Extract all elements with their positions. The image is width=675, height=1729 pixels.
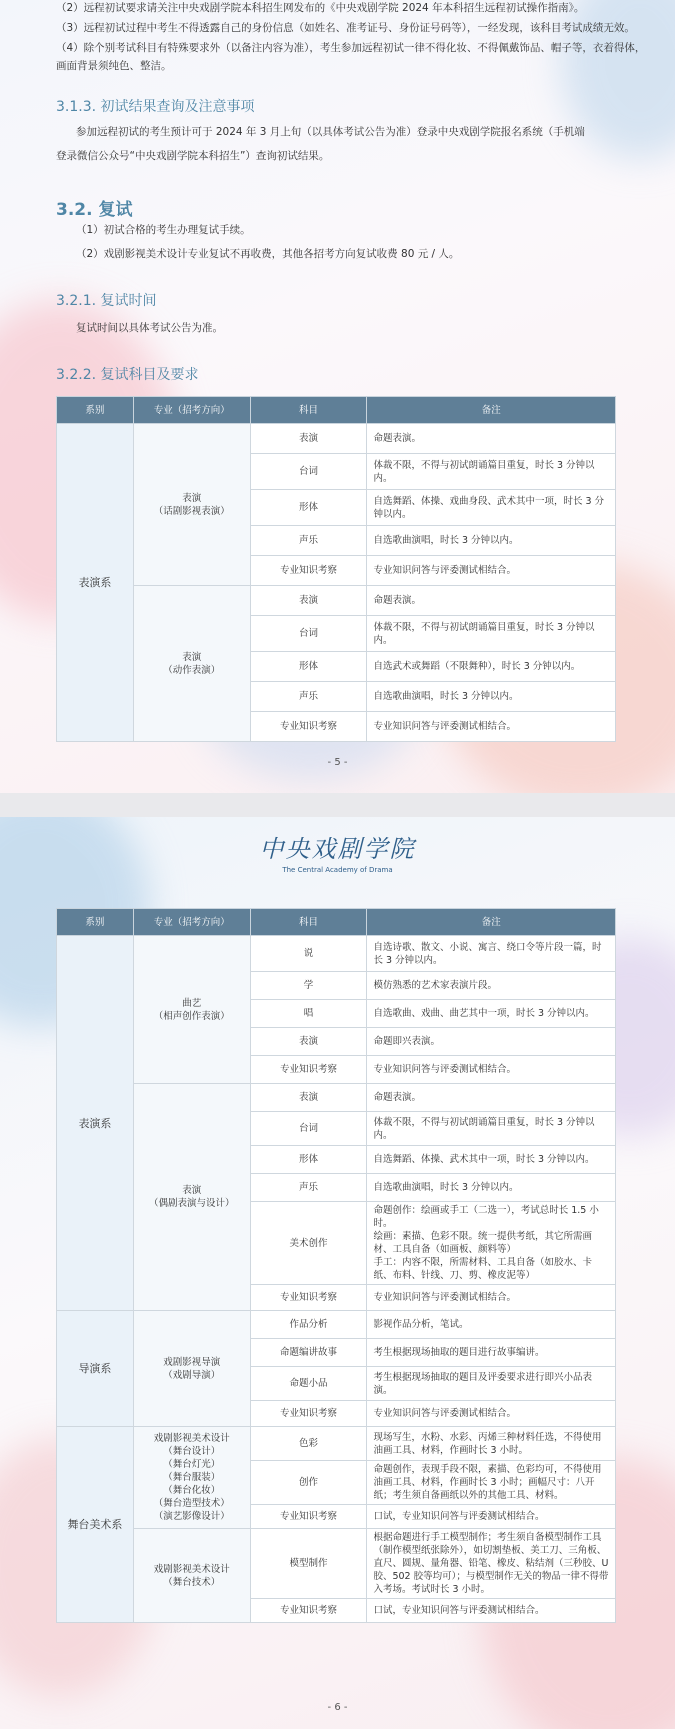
body-line: （3）远程初试过程中考生不得透露自己的身份信息（如姓名、准考证号、身份证号码等），一经发现，该科目考试成绩无效。 — [56, 22, 635, 34]
col-header: 备注 — [367, 397, 616, 424]
subject-cell: 专业知识考察 — [250, 1056, 367, 1084]
note-cell: 专业知识问答与评委测试相结合。 — [367, 712, 616, 742]
subject-cell: 台词 — [250, 616, 367, 652]
subject-cell: 形体 — [250, 490, 367, 526]
table-row — [57, 1529, 616, 1599]
major-cell — [133, 936, 250, 1084]
subject-cell: 台词 — [250, 1112, 367, 1146]
subject-cell: 表演 — [250, 1084, 367, 1112]
exam-table-1 — [56, 396, 616, 742]
note-cell: 考生根据现场抽取的题目进行故事编讲。 — [367, 1339, 616, 1367]
paragraph: 参加远程初试的考生预计可于 2024 年 3 月上旬（以具体考试公告为准）登录中央戏剧学院报名系统（手机端 — [76, 126, 585, 138]
subject-cell: 美术创作 — [250, 1202, 367, 1285]
note-cell: 体裁不限，不得与初试朗诵篇目重复，时长 3 分钟以内。 — [367, 454, 616, 490]
logo-chinese: 中央戏剧学院 — [259, 835, 416, 863]
paragraph: 复试时间以具体考试公告为准。 — [76, 322, 223, 334]
subject-cell: 台词 — [250, 454, 367, 490]
major-cell — [133, 1427, 250, 1529]
table-row — [57, 424, 616, 454]
note-line: 命题创作：绘画或手工（二选一），考试总时长 1.5 小时。 — [373, 1205, 599, 1229]
col-header: 专业（招考方向） — [133, 909, 250, 936]
academy-logo — [0, 829, 675, 874]
table-row — [57, 936, 616, 972]
major-line: （舞台服装） — [163, 1472, 221, 1483]
subject-cell: 命题小品 — [250, 1367, 367, 1401]
subject-cell: 表演 — [250, 1028, 367, 1056]
col-header: 系别 — [57, 909, 134, 936]
major-line: （舞台技术） — [163, 1576, 221, 1588]
note-cell: 模仿熟悉的艺术家表演片段。 — [367, 972, 616, 1000]
paragraph: 登录微信公众号“中央戏剧学院本科招生”）查询初试结果。 — [56, 150, 330, 162]
table-row — [57, 586, 616, 616]
major-line: 表演 — [182, 651, 202, 663]
subject-cell: 色彩 — [250, 1427, 367, 1461]
table-row — [57, 1311, 616, 1339]
major-cell — [133, 586, 250, 742]
major-line: （偶剧表演与设计） — [149, 1198, 235, 1209]
table-row — [57, 1427, 616, 1461]
note-cell: 口试，专业知识问答与评委测试相结合。 — [367, 1599, 616, 1623]
subject-cell: 唱 — [250, 1000, 367, 1028]
subject-cell: 专业知识考察 — [250, 712, 367, 742]
major-line: 戏剧影视美术设计 — [153, 1433, 230, 1444]
note-cell: 命题表演。 — [367, 424, 616, 454]
note-cell: 体裁不限，不得与初试朗诵篇目重复，时长 3 分钟以内。 — [367, 616, 616, 652]
note-cell: 命题表演。 — [367, 1084, 616, 1112]
page-5 — [0, 0, 675, 793]
subject-cell: 专业知识考察 — [250, 1599, 367, 1623]
heading-3-1-3: 3.1.3. 初试结果查询及注意事项 — [56, 99, 255, 115]
heading-3-2-1: 3.2.1. 复试时间 — [56, 293, 157, 309]
dept-cell: 导演系 — [57, 1311, 134, 1427]
col-header: 科目 — [250, 397, 367, 424]
major-line: 表演 — [182, 1185, 202, 1196]
heading-3-2: 3.2. 复试 — [56, 200, 133, 220]
note-cell: 专业知识问答与评委测试相结合。 — [367, 1056, 616, 1084]
page-number: - 5 - — [327, 757, 348, 768]
note-cell: 自选舞蹈、体操、戏曲身段、武术其中一项，时长 3 分钟以内。 — [367, 490, 616, 526]
major-cell — [133, 1311, 250, 1427]
logo-english: The Central Academy of Drama — [282, 866, 393, 874]
subject-cell: 专业知识考察 — [250, 556, 367, 586]
table-header — [57, 397, 616, 424]
note-cell: 口试，专业知识问答与评委测试相结合。 — [367, 1505, 616, 1529]
note-cell: 根据命题进行手工模型制作；考生须自备模型制作工具（制作模型纸张除外），如切割垫板、美工刀、三角板、直尺、圆规、量角器、铅笔、橡皮、粘结剂（三秒胶、U 胶、502 胶等均可）；与模型制作无关的物品一律不得带入考场。考试时长 3 小时。 — [367, 1529, 616, 1599]
note-cell: 自选歌曲演唱，时长 3 分钟以内。 — [367, 682, 616, 712]
heading-3-2-2: 3.2.2. 复试科目及要求 — [56, 367, 199, 383]
major-line: （舞台造型技术） — [153, 1498, 230, 1509]
note-cell: 自选歌曲演唱，时长 3 分钟以内。 — [367, 526, 616, 556]
note-cell: 专业知识问答与评委测试相结合。 — [367, 1401, 616, 1427]
subject-cell: 命题编讲故事 — [250, 1339, 367, 1367]
major-line: 戏剧影视美术设计 — [153, 1563, 230, 1575]
major-cell — [133, 1529, 250, 1623]
note-cell: 自选武术或舞蹈（不限舞种），时长 3 分钟以内。 — [367, 652, 616, 682]
note-cell: 现场写生，水粉、水彩、丙烯三种材料任选，不得使用油画工具、材料，作画时长 3 小时。 — [367, 1427, 616, 1461]
note-cell: 命题即兴表演。 — [367, 1028, 616, 1056]
subject-cell: 声乐 — [250, 1174, 367, 1202]
subject-cell: 作品分析 — [250, 1311, 367, 1339]
paragraph: （1）初试合格的考生办理复试手续。 — [76, 224, 251, 236]
body-line: （2）远程初试要求请关注中央戏剧学院本科招生网发布的《中央戏剧学院 2024 年本科招生远程初试操作指南》。 — [56, 2, 585, 14]
subject-cell: 模型制作 — [250, 1529, 367, 1599]
table-row — [57, 1084, 616, 1112]
body-line: （4）除个别考试科目有特殊要求外（以备注内容为准），考生参加远程初试一律不得化妆、不得佩戴饰品、帽子等，衣着得体， — [56, 42, 646, 54]
table-header — [57, 909, 616, 936]
major-line: （戏剧导演） — [163, 1369, 221, 1381]
major-line: （舞台设计） — [163, 1446, 221, 1457]
major-line: 曲艺 — [182, 997, 202, 1009]
dept-cell: 舞台美术系 — [57, 1427, 134, 1623]
col-header: 系别 — [57, 397, 134, 424]
note-cell: 命题创作，表现手段不限，素描、色彩均可，不得使用油画工具、材料，作画时长 3 小时；画幅尺寸：八开纸；考生须自备画纸以外的其他工具、材料。 — [367, 1461, 616, 1505]
major-line: 表演 — [182, 492, 202, 504]
subject-cell: 形体 — [250, 652, 367, 682]
exam-table-2 — [56, 908, 616, 1623]
major-line: （演艺影像设计） — [153, 1511, 230, 1522]
major-line: （舞台灯光） — [163, 1459, 221, 1470]
subject-cell: 专业知识考察 — [250, 1401, 367, 1427]
note-cell: 自选歌曲、戏曲、曲艺其中一项，时长 3 分钟以内。 — [367, 1000, 616, 1028]
note-cell: 体裁不限，不得与初试朗诵篇目重复，时长 3 分钟以内。 — [367, 1112, 616, 1146]
col-header: 专业（招考方向） — [133, 397, 250, 424]
col-header: 备注 — [367, 909, 616, 936]
note-cell: 自选歌曲演唱，时长 3 分钟以内。 — [367, 1174, 616, 1202]
note-cell: 专业知识问答与评委测试相结合。 — [367, 1285, 616, 1311]
major-cell — [133, 1084, 250, 1311]
subject-cell: 形体 — [250, 1146, 367, 1174]
subject-cell: 说 — [250, 936, 367, 972]
major-line: （话剧影视表演） — [153, 505, 230, 517]
note-cell: 命题表演。 — [367, 586, 616, 616]
note-cell: 专业知识问答与评委测试相结合。 — [367, 556, 616, 586]
major-line: （舞台化妆） — [163, 1485, 221, 1496]
note-cell: 自选诗歌、散文、小说、寓言、绕口令等片段一篇，时长 3 分钟以内。 — [367, 936, 616, 972]
body-line: 画面背景须纯色、整洁。 — [56, 60, 172, 72]
subject-cell: 学 — [250, 972, 367, 1000]
page-6 — [0, 817, 675, 1729]
major-line: 戏剧影视导演 — [163, 1356, 221, 1368]
note-line: 绘画：素描、色彩不限。统一提供考纸，其它所需画材、工具自备（如画板、颜料等） — [373, 1231, 592, 1255]
note-cell — [367, 1202, 616, 1285]
subject-cell: 创作 — [250, 1461, 367, 1505]
note-line: 手工：内容不限，所需材料、工具自备（如胶水、卡纸、布料、针线、刀、剪、橡皮泥等） — [373, 1257, 592, 1281]
note-cell: 考生根据现场抽取的题目及评委要求进行即兴小品表演。 — [367, 1367, 616, 1401]
subject-cell: 声乐 — [250, 682, 367, 712]
subject-cell: 表演 — [250, 586, 367, 616]
dept-cell: 表演系 — [57, 936, 134, 1311]
note-cell: 影视作品分析，笔试。 — [367, 1311, 616, 1339]
major-cell — [133, 424, 250, 586]
major-line: （动作表演） — [163, 664, 221, 676]
subject-cell: 声乐 — [250, 526, 367, 556]
paragraph: （2）戏剧影视美术设计专业复试不再收费，其他各招考方向复试收费 80 元 / 人。 — [76, 248, 460, 260]
dept-cell: 表演系 — [57, 424, 134, 742]
subject-cell: 专业知识考察 — [250, 1505, 367, 1529]
subject-cell: 表演 — [250, 424, 367, 454]
subject-cell: 专业知识考察 — [250, 1285, 367, 1311]
note-cell: 自选舞蹈、体操、武术其中一项，时长 3 分钟以内。 — [367, 1146, 616, 1174]
col-header: 科目 — [250, 909, 367, 936]
page-number: - 6 - — [327, 1702, 348, 1713]
major-line: （相声创作表演） — [153, 1010, 230, 1022]
